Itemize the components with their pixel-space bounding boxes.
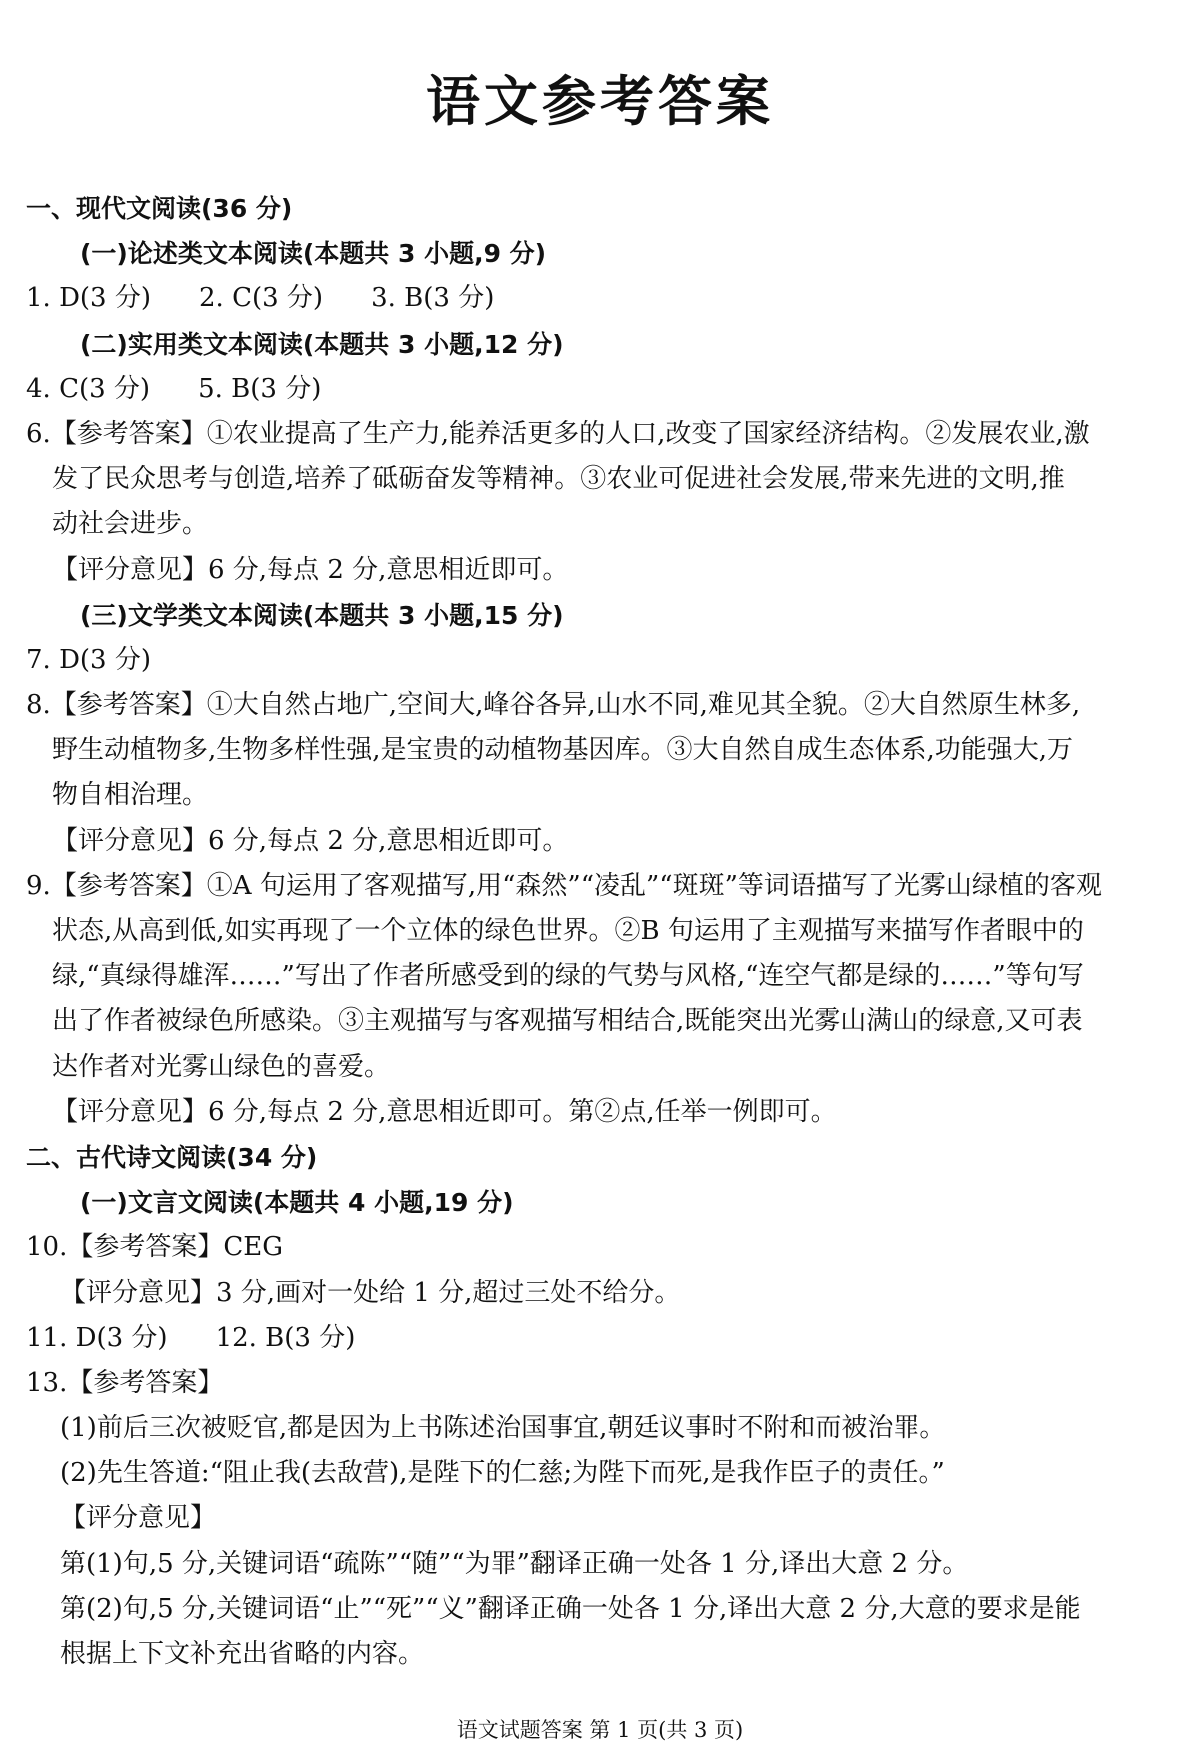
scoring-note: 第(2)句,5 分,关键词语“止”“死”“义”翻译正确一处各 1 分,译出大意 2 分,大意的要求是能: [60, 1593, 1081, 1624]
page-title: 语文参考答案: [426, 70, 774, 133]
answer-text: 出了作者被绿色所感染。③主观描写与客观描写相结合,既能突出光雾山满山的绿意,又可表: [52, 1006, 1083, 1037]
answer-text: 发了民众思考与创造,培养了砥砺奋发等精神。③农业可促进社会发展,带来先进的文明,推: [52, 464, 1065, 495]
answer-item: 11. D(3 分): [26, 1322, 168, 1353]
scoring-note: 【评分意见】3 分,画对一处给 1 分,超过三处不给分。: [60, 1277, 681, 1308]
answer-text: 绿,“真绿得雄浑……”写出了作者所感受到的绿的气势与风格,“连空气都是绿的……”等句写: [52, 961, 1084, 992]
answer-item: 1. D(3 分): [26, 283, 152, 314]
scoring-note: 【评分意见】: [60, 1503, 217, 1534]
answer-item: 2. C(3 分): [199, 283, 324, 314]
answer-item: 3. B(3 分): [371, 283, 495, 314]
answer-item: 12. B(3 分): [215, 1322, 356, 1353]
answer-text: (2)先生答道:“阻止我(去敌营),是陛下的仁慈;为陛下而死,是我作臣子的责任。”: [60, 1458, 945, 1489]
scoring-note: 【评分意见】6 分,每点 2 分,意思相近即可。: [52, 554, 569, 585]
scoring-note: 【评分意见】6 分,每点 2 分,意思相近即可。第②点,任举一例即可。: [52, 1096, 837, 1127]
answer-text: 10.【参考答案】CEG: [26, 1232, 283, 1263]
answer-text: 8.【参考答案】①大自然占地广,空间大,峰谷各异,山水不同,难见其全貌。②大自然原生林多,: [26, 690, 1081, 721]
answer-content: [26, 186, 1174, 1677]
answer-item: 5. B(3 分): [198, 373, 322, 404]
answer-text: 物自相治理。: [52, 780, 209, 811]
answer-item: 4. C(3 分): [26, 373, 151, 404]
answer-text: 状态,从高到低,如实再现了一个立体的绿色世界。②B 句运用了主观描写来描写作者眼中的: [52, 916, 1084, 946]
answer-text: 6.【参考答案】①农业提高了生产力,能养活更多的人口,改变了国家经济结构。②发展农业,激: [26, 418, 1090, 449]
answer-text: 野生动植物多,生物多样性强,是宝贵的动植物基因库。③大自然自成生态体系,功能强大,万: [52, 735, 1074, 766]
answer-text: 9.【参考答案】①A 句运用了客观描写,用“森然”“凌乱”“斑斑”等词语描写了光雾山绿植的客观: [26, 870, 1102, 901]
subsection-heading: (一)文言文阅读(本题共 4 小题,19 分): [80, 1188, 514, 1218]
answer-line: [26, 367, 1174, 412]
answer-text: 13.【参考答案】: [26, 1367, 224, 1398]
subsection-heading: (一)论述类文本阅读(本题共 3 小题,9 分): [80, 239, 547, 269]
page-footer: 语文试题答案 第 1 页(共 3 页): [456, 1718, 744, 1742]
subsection-heading: (三)文学类文本阅读(本题共 3 小题,15 分): [80, 600, 564, 630]
answer-item: 7. D(3 分): [26, 644, 152, 675]
answer-text: 动社会进步。: [52, 509, 209, 540]
subsection-heading: (二)实用类文本阅读(本题共 3 小题,12 分): [80, 329, 564, 359]
answer-line: [26, 1316, 1174, 1361]
answer-text: 达作者对光雾山绿色的喜爱。: [52, 1051, 391, 1082]
section-heading: 二、古代诗文阅读(34 分): [26, 1142, 318, 1172]
section-heading: 一、现代文阅读(36 分): [26, 194, 293, 223]
answer-text: (1)前后三次被贬官,都是因为上书陈述治国事宜,朝廷议事时不附和而被治罪。: [60, 1413, 946, 1444]
scoring-note: 根据上下文补充出省略的内容。: [60, 1639, 425, 1669]
scoring-note: 第(1)句,5 分,关键词语“疏陈”“随”“为罪”翻译正确一处各 1 分,译出大意 2 分。: [60, 1548, 969, 1579]
answer-line: [26, 276, 1174, 321]
scoring-note: 【评分意见】6 分,每点 2 分,意思相近即可。: [52, 825, 569, 856]
